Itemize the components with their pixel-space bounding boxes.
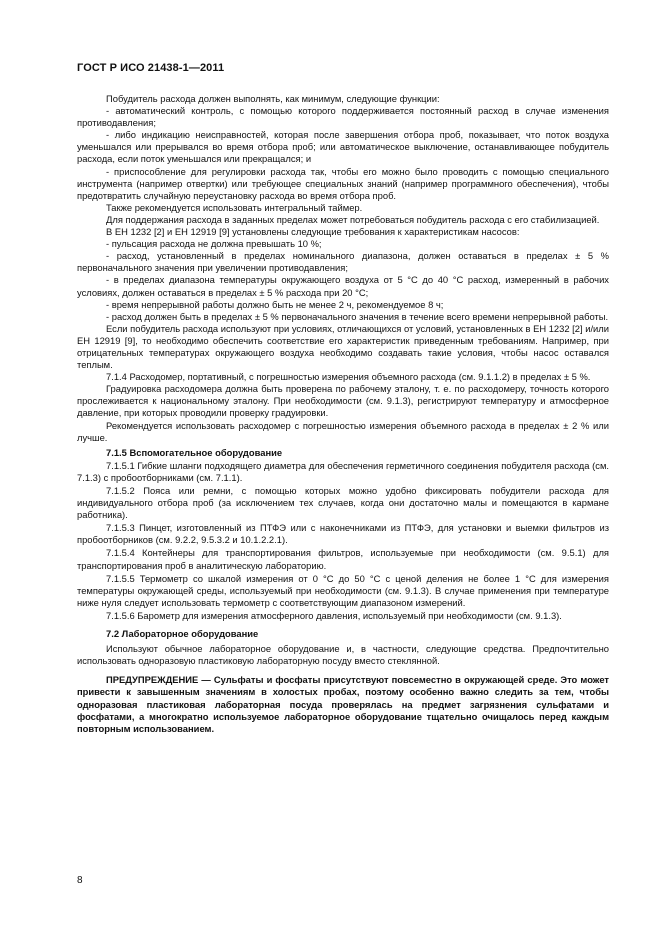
paragraph: В ЕН 1232 [2] и ЕН 12919 [9] установлены следующие требования к характеристикам насосов: [106, 226, 520, 238]
section-heading-7-2: 7.2 Лабораторное оборудование [106, 628, 259, 640]
paragraph: - либо индикацию неисправностей, которая после завершения отбора проб, показывает, что поток воздуха уменьшался или прерывался во время отбора проб; или автоматическое выключение, останавливающее побудитель расхода, если поток уменьшался или прекращался; и [77, 129, 609, 165]
list-item: 7.1.5.2 Пояса или ремни, с помощью которых можно удобно фиксировать побудители расхода для индивидуального отбора проб (за исключением тех случаев, когда они достаточно малы и помещаются в кармане работника). [77, 485, 609, 521]
paragraph: 7.1.4 Расходомер, портативный, с погрешностью измерения объемного расхода (см. 9.1.1.2) в пределах ± 5 %. [106, 371, 591, 383]
paragraph: Используют обычное лабораторное оборудование и, в частности, следующие средства. Предпочтительно использовать одноразовую пластиковую лабораторную посуду вместо стеклянной. [77, 643, 609, 667]
paragraph: - расход должен быть в пределах ± 5 % первоначального значения в течение всего времени непрерывной работы. [106, 310, 609, 322]
paragraph: - в пределах диапазона температуры окружающего воздуха от 5 °С до 40 °С расход, измеренный в рабочих условиях, должен оставаться в пределах ± 5 % расхода при 20 °С; [77, 274, 609, 298]
document-header: ГОСТ Р ИСО 21438-1—2011 [77, 62, 225, 74]
paragraph: - время непрерывной работы должно быть не менее 2 ч, рекомендуемое 8 ч; [106, 298, 444, 310]
paragraph: Для поддержания расхода в заданных пределах может потребоваться побудитель расхода с его стабилизацией. [106, 213, 600, 225]
page-number: 8 [77, 875, 83, 886]
list-item: 7.1.5.5 Термометр со шкалой измерения от 0 °С до 50 °С с ценой деления не более 1 °С для измерения температуры окружающей среды, используемый при необходимости (см. 9.1.3). В случае применения при температуре ниже нуля следует использовать термометр с соответствующим диапазоном измерений. [77, 572, 609, 608]
paragraph: - приспособление для регулировки расхода так, чтобы его можно было проводить с помощью специального инструмента (например отвертки) или требующее специальных знаний (например программного обеспечения), чтобы предотвратить случайную переустановку расхода во время отбора проб. [77, 165, 609, 201]
paragraph: - пульсация расхода не должна превышать 10 %; [106, 238, 322, 250]
section-heading-7-1-5: 7.1.5 Вспомогательное оборудование [106, 446, 283, 458]
document-body [77, 93, 609, 735]
list-item: 7.1.5.1 Гибкие шланги подходящего диаметра для обеспечения герметичного соединения побудителя расхода (см. 7.1.3) с пробоотборниками (см. 7.1.1). [77, 459, 609, 483]
paragraph: - автоматический контроль, с помощью которого поддерживается постоянный расход в случае изменения противодавления; [77, 105, 609, 129]
list-item: 7.1.5.4 Контейнеры для транспортирования фильтров, используемые при необходимости (см. 9.5.1) для транспортирования проб в аналитическую лабораторию. [77, 547, 609, 571]
paragraph: - расход, установленный в пределах номинального диапазона, должен оставаться в пределах ± 5 % первоначального значения при увеличении противодавления; [77, 250, 609, 274]
paragraph: Побудитель расхода должен выполнять, как минимум, следующие функции: [106, 93, 440, 104]
list-item: 7.1.5.6 Барометр для измерения атмосферного давления, используемый при необходимости (см. 9.1.3). [106, 609, 562, 621]
paragraph: Если побудитель расхода используют при условиях, отличающихся от условий, установленных в ЕН 1232 [2] и/или ЕН 12919 [9], то необходимо обеспечить соответствие его характеристик приведенным требованиям. Например, при отрицательных температурах окружающего воздуха необходимо создавать такие условия, чтобы насос оставался теплым. [77, 322, 609, 371]
paragraph: Градуировка расходомера должна быть проверена по рабочему эталону, т. е. по расходомеру, точность которого прослеживается к национальному эталону. При необходимости (см. 9.1.3), регистрируют температуру и атмосферное давление, при которых проводили проверку градуировки. [77, 383, 609, 419]
paragraph: Рекомендуется использовать расходомер с погрешностью измерения объемного расхода в пределах ± 2 % или лучше. [77, 419, 609, 443]
paragraph: Также рекомендуется использовать интегральный таймер. [106, 201, 363, 213]
warning-paragraph: ПРЕДУПРЕЖДЕНИЕ — Сульфаты и фосфаты присутствуют повсеместно в окружающей среде. Это может привести к завышенным значениям в холостых пробах, поэтому особенно важно следить за тем, чтобы одноразовая пластиковая лабораторная посуда проверялась на предмет загрязнения сульфатами и фосфатами, а многократно используемое лабораторное оборудование тщательно очищалось перед каждым повторным использованием. [77, 674, 609, 734]
list-item: 7.1.5.3 Пинцет, изготовленный из ПТФЭ или с наконечниками из ПТФЭ, для установки и выемки фильтров из пробоотборников (см. 9.2.2, 9.5.3.2 и 10.1.2.2.1). [77, 522, 609, 546]
